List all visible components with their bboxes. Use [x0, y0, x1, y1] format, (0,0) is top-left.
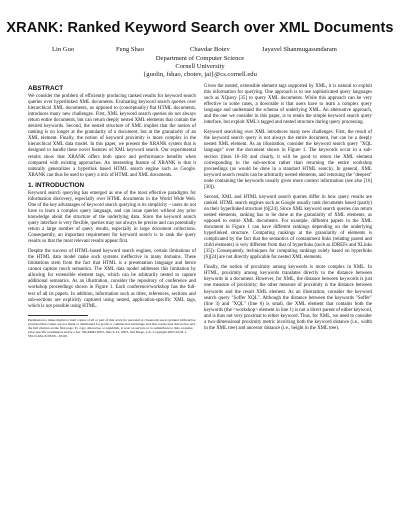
affiliation-dept: Department of Computer Science [155, 55, 245, 62]
affiliation-emails: {guolin, fshao, cbotev, jai}@cs.cornell.edu [143, 71, 257, 78]
author-name: Feng Shao [116, 46, 145, 53]
affiliation-university: Cornell University [175, 63, 225, 70]
body-paragraph: Finally, the notion of proximity among keywords is more complex in XML. In HTML, proximity among keywords translates directly to the distance between keywords in a document. However, for XML, the distance between keywords is just one measure of proximity; the other measure of proximity is the distance between keywords and the result XML element. As an illustration, consider the keyword search query "Soffer XQL". Although the distance between the keywords "Soffer" (line 3) and "XQL" (line 6) is small, the XML element that contains both the keywords (the <workshop> element in line 1) is not a direct parent of either keyword, and is thus not very proximal to either keyword. Thus, for XML, we need to consider a two-dimensional proximity metric involving both the keyword distance (i.e., width in the XML tree) and ancestor distance (i.e., height in the XML tree). [204, 265, 372, 331]
left-column [28, 84, 196, 339]
intro-paragraph: Despite the success of HTML-based keyword search engines, certain limitations of the HTML data model make such systems ineffective in many domains. These limitations stem from the fact that HTML is a presentation language and hence cannot capture much semantics. The XML data model addresses this limitation by allowing for extensible element tags, which can be arbitrarily nested to capture additional semantics. As an illustration, consider the repository of conference and workshop proceedings shown in Figure 1. Each conference/workshop has the full-text of all its papers. In addition, information such as titles, references, sections and sub-sections are explicitly captured using nested, application-specific XML tags, which is not possible using HTML. [28, 249, 196, 309]
paper-title: XRANK: Ranked Keyword Search over XML Documents [6, 20, 394, 36]
right-column [204, 84, 372, 332]
author-name: Chavdar Botev [190, 46, 230, 53]
author-name: Jayavel Shanmugasundaram [262, 46, 337, 53]
abstract-text: We consider the problem of efficiently producing ranked results for keyword search queries over hyperlinked XML documents. Evaluating keyword search queries over hierarchical XML documents, as opposed to (conceptually) flat HTML documents, introduces many new challenges. First, XML keyword search queries do not always return entire documents, but can return deeply nested XML elements that contain the desired keywords. Second, the nested structure of XML implies that the notion of ranking is no longer at the granularity of a document, but at the granularity of an XML element. Finally, the notion of keyword proximity is more complex in the hierarchical XML data model. In this paper, we present the XRANK system that is designed to handle these novel features of XML keyword search. Our experimental results show that XRANK offers both space and performance benefits when compared with existing approaches. An interesting feature of XRANK is that it naturally generalizes a hyperlink based HTML search engine such as Google. XRANK can thus be used to query a mix of HTML and XML documents. [28, 94, 196, 178]
intro-paragraph: Keyword search querying has emerged as one of the most effective paradigms for information discovery, especially over HTML documents in the World Wide Web. One of the key advantages of keyword search querying is its simplicity – users do not have to learn a complex query language, and can issue queries without any prior knowledge about the structure of the underlying data. Since the keyword search query interface is very flexible, queries may not always be precise and can potentially return a large number of query results, especially in large document collections. Consequently, an important requirement for keyword search is to rank the query results so that the most relevant results appear first. [28, 190, 196, 245]
abstract-heading: ABSTRACT [28, 85, 64, 92]
body-paragraph: Keyword searching over XML introduces many new challenges. First, the result of the keyword search query is not always the entire document, but can be a deeply nested XML element. As an illustration, consider the keyword search query "XQL language" over the document shown in Figure 1. The keywords occur in a sub-section (lines 16-18) and clearly, it will be good to return the XML element corresponding to the sub-section rather than returning the entire workshop proceedings (as would be done in a standard HTML search). In general, XML keyword search results can be arbitrarily nested elements, and returning the "deepest" node containing the keywords usually gives more context information (see also [16][30]). [204, 130, 372, 190]
author-name: Lin Guo [52, 46, 75, 53]
copyright-footnote: Permission to make digital or hard copies of all or part of this work for personal or classroom use is granted without fee provided that copies are not made or distributed for profit or commercial advantage and that copies bear this notice and the full citation on the first page. To copy otherwise, or republish, to post on servers or to redistribute to lists, requires prior specific permission and/or a fee. SIGMOD 2003, June 9-12, 2003, San Diego, CA. Copyright 2003 ACM 1-58113-634-X/03/06…$5.00. [28, 317, 196, 339]
body-paragraph: Given the nested, extensible element tags supported by XML, it is natural to exploit this information for querying. One approach is to use sophisticated query languages such as XQuery [35] to query XML documents. While this approach can be very effective in some cases, a downside is that users have to learn a complex query language and understand the schema of underlying XML. An alternative approach, and the one we consider in this paper, is to retain the simple keyword search query interface, but exploit XML's tagged and nested structure during query processing. [204, 84, 372, 126]
body-paragraph: Second, XML and HTML keyword search queries differ in how query results are ranked. HTML search engines such as Google usually rank documents based (partly) on their hyperlinked structure [6][24]. Since XML keyword search queries can return nested elements, ranking has to be done at the granularity of XML elements, as opposed to entire XML documents. For example, different papers in the XML document in Figure 1 can have different rankings depending on the underlying hyperlinked structure. Computing rankings at the granularity of elements is complicated by the fact that the semantics of containment links (relating parent and child elements) is very different from that of hyperlinks (such as IDREFs and XLinks [35]). Consequently, techniques for computing rankings solely based on hyperlinks [6][24] are not directly applicable for nested XML elements. [204, 194, 372, 261]
section-heading-introduction: 1. INTRODUCTION [28, 181, 85, 189]
footnote-divider [28, 315, 88, 316]
